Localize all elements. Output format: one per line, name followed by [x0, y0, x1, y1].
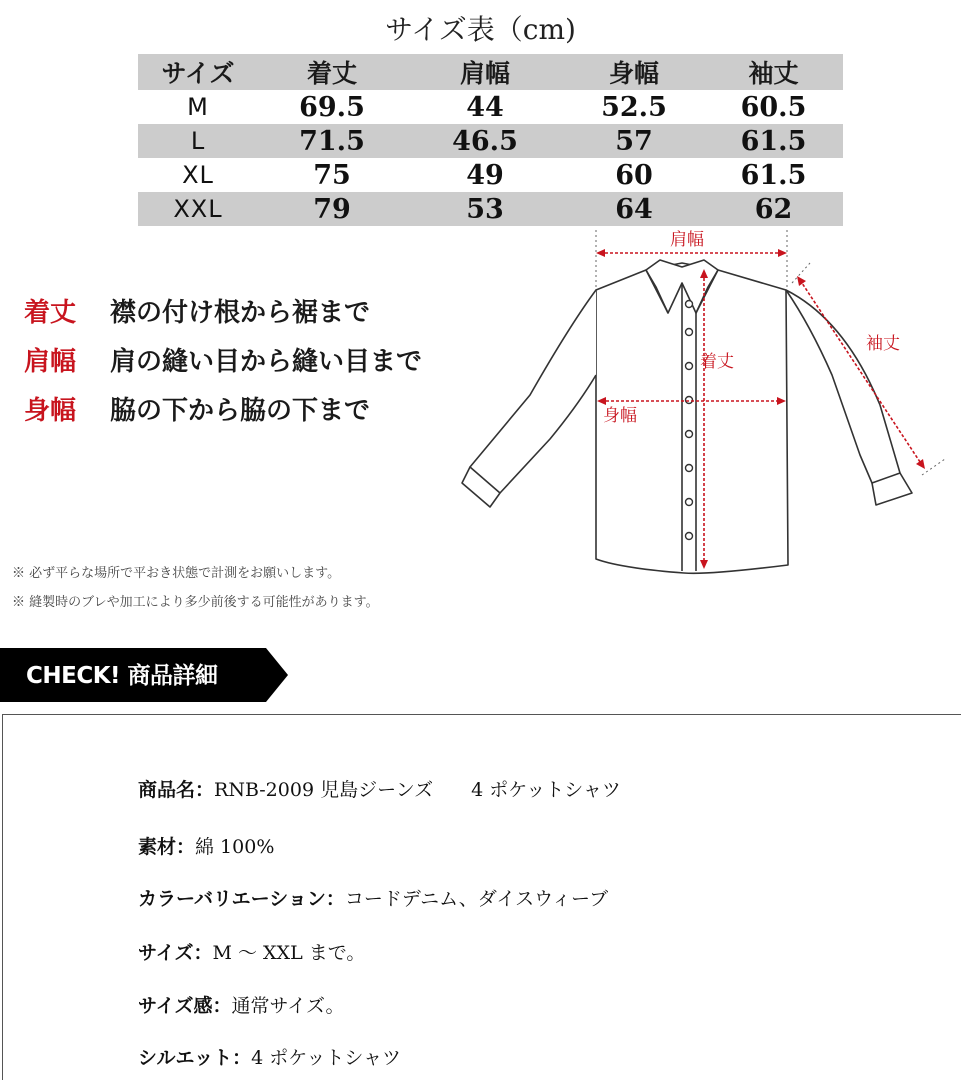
table-row [138, 90, 843, 124]
legend-desc: 脇の下から脇の下まで [110, 396, 371, 426]
note-line: ※ 縫製時のブレや加工により多少前後する可能性があります。 [12, 595, 379, 610]
legend-term: 肩幅 [24, 347, 77, 377]
table-cell: 79 [313, 193, 351, 225]
table-cell: 53 [466, 193, 504, 225]
table-cell: 46.5 [452, 125, 518, 157]
table-cell: 57 [615, 125, 653, 157]
detail-value: コードデニム、ダイスウィーブ [344, 888, 609, 910]
detail-material [138, 832, 274, 859]
detail-size [138, 938, 365, 965]
table-cell: 61.5 [740, 125, 807, 157]
detail-value: RNB-2009 児島ジーンズ 4 ポケットシャツ [214, 779, 621, 801]
legend-item-length [24, 292, 484, 329]
table-cell: 62 [754, 193, 793, 225]
table-cell: 64 [615, 193, 653, 225]
detail-value: 4 ポケットシャツ [251, 1047, 401, 1069]
detail-value: 通常サイズ。 [231, 995, 345, 1017]
detail-fit [138, 991, 345, 1018]
table-cell: 61.5 [740, 159, 807, 191]
table-cell: 60.5 [740, 91, 807, 123]
table-header-row [138, 54, 843, 90]
table-cell: 60 [615, 159, 653, 191]
table-cell: XXL [173, 195, 223, 223]
legend-item-shoulder [24, 341, 484, 378]
header-sleeve: 袖丈 [748, 59, 799, 88]
diagram-label-sleeve: 袖丈 [866, 334, 900, 354]
table-cell: 75 [313, 159, 351, 191]
detail-key: シルエット： [138, 1047, 252, 1069]
table-cell: 69.5 [299, 91, 365, 123]
legend-desc: 襟の付け根から裾まで [110, 298, 371, 328]
size-chart-title: サイズ表（cm) [385, 13, 576, 46]
detail-key: サイズ： [138, 942, 213, 964]
detail-product-name [138, 775, 621, 802]
header-size: サイズ [161, 59, 235, 88]
size-table [138, 54, 843, 226]
table-cell: XL [182, 161, 214, 189]
table-cell: L [190, 127, 206, 155]
detail-key: カラーバリエーション： [138, 888, 345, 910]
table-cell: 71.5 [299, 125, 365, 157]
detail-key: 素材： [138, 836, 196, 858]
diagram-label-shoulder: 肩幅 [670, 230, 704, 250]
table-row [138, 158, 843, 192]
header-width: 身幅 [608, 59, 659, 88]
table-cell: 52.5 [601, 91, 667, 123]
header-length: 着丈 [306, 59, 357, 88]
detail-value: 綿 100% [195, 836, 275, 858]
header-shoulder: 肩幅 [459, 59, 510, 88]
legend-term: 身幅 [24, 396, 77, 426]
detail-value: M ～ XXL まで。 [212, 942, 366, 964]
detail-colors [138, 884, 608, 911]
table-cell: M [187, 93, 209, 121]
check-banner-label: CHECK! 商品詳細 [26, 663, 218, 689]
table-cell: 44 [466, 91, 504, 123]
table-row [138, 192, 843, 226]
legend-desc: 肩の縫い目から縫い目まで [110, 347, 423, 377]
legend-term: 着丈 [24, 298, 77, 328]
table-row [138, 124, 843, 158]
detail-silhouette [138, 1043, 401, 1070]
diagram-label-width: 身幅 [603, 406, 637, 426]
table-cell: 49 [466, 159, 504, 191]
diagram-label-length: 着丈 [700, 352, 734, 372]
legend-item-width [24, 390, 484, 427]
detail-key: サイズ感： [138, 995, 232, 1017]
detail-key: 商品名： [138, 779, 215, 801]
shirt-diagram [460, 225, 961, 585]
note-line: ※ 必ず平らな場所で平おき状態で計測をお願いします。 [12, 566, 341, 581]
